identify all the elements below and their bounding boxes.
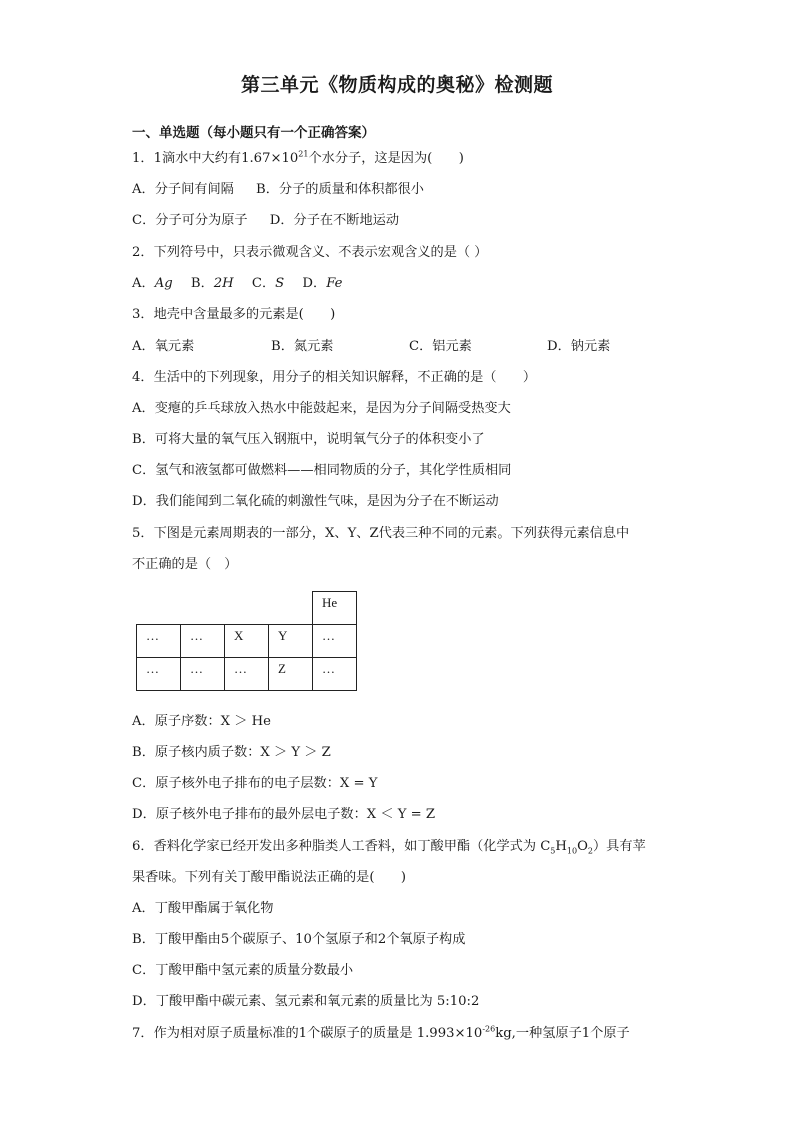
q6-option-b: B．丁酸甲酯由5个碳原子、10个氢原子和2个氧原子构成 [132, 932, 466, 947]
q1-option-d: D．分子在不断地运动 [269, 213, 400, 228]
q5-option-c: C．原子核外电子排布的电子层数：X = Y [132, 776, 378, 791]
q4-option-a: A．变瘪的乒乓球放入热水中能鼓起来，是因为分子间隔受热变大 [132, 401, 511, 416]
q3-option-b: B．氮元素 [271, 339, 334, 354]
q6-option-c: C．丁酸甲酯中氢元素的质量分数最小 [132, 963, 354, 978]
q5-option-d: D．原子核外电子排布的最外层电子数：X ＜ Y = Z [132, 807, 436, 822]
section-heading: 一、单选题（每小题只有一个正确答案） [132, 125, 375, 141]
periodic-table-top-row [137, 592, 357, 625]
q1-option-c: C．分子可分为原子 [132, 213, 248, 228]
periodic-cell-y: Y [269, 625, 313, 658]
periodic-table-fragment [136, 591, 357, 691]
q2-option-a: A．Ag [132, 276, 173, 291]
periodic-cell: … [313, 658, 357, 691]
periodic-cell: … [313, 625, 357, 658]
question-3-stem: 3．地壳中含量最多的元素是( ) [132, 307, 336, 322]
periodic-cell: … [181, 625, 225, 658]
question-6-stem-line-1: 6．香料化学家已经开发出多种脂类人工香料，如丁酸甲酯（化学式为 $C_5H_{10}O_2$）具有苹 [132, 839, 646, 856]
periodic-cell-x: X [225, 625, 269, 658]
question-5-stem-line-1: 5．下图是元素周期表的一部分，X、Y、Z代表三种不同的元素。下列获得元素信息中 [132, 526, 630, 541]
question-1-stem: 1．1滴水中大约有$1.67\times 10^{21}$个水分子，这是因为( ) [132, 149, 464, 166]
periodic-cell: … [181, 658, 225, 691]
question-1-options-row-1 [132, 181, 424, 199]
periodic-cell-z: Z [269, 658, 313, 691]
q4-option-d: D．我们能闻到二氧化硫的刺激性气味，是因为分子在不断运动 [132, 494, 499, 509]
question-1-options-row-2 [132, 212, 399, 230]
periodic-cell-he: He [313, 592, 357, 625]
question-7-stem: 7．作为相对原子质量标准的1个碳原子的质量是 $1.993\times 10^{-26}kg$,一种氢原子1个原子 [132, 1024, 630, 1041]
periodic-table-row-2 [137, 658, 357, 691]
q2-option-b: B．2H [190, 276, 234, 291]
periodic-cell: … [225, 658, 269, 691]
question-5-stem-line-2: 不正确的是（ ） [132, 557, 238, 572]
q3-option-a: A．氧元素 [132, 339, 195, 354]
q4-option-b: B．可将大量的氧气压入钢瓶中，说明氧气分子的体积变小了 [132, 432, 485, 447]
q5-option-b: B．原子核内质子数：X ＞ Y ＞ Z [132, 745, 331, 760]
periodic-cell: … [137, 625, 181, 658]
q3-option-c: C．铝元素 [409, 339, 472, 354]
q1-option-b: B．分子的质量和体积都很小 [256, 182, 424, 197]
question-2-options [132, 275, 342, 293]
periodic-cell: … [137, 658, 181, 691]
q2-option-c: C．S [251, 276, 285, 291]
question-4-stem: 4．生活中的下列现象，用分子的相关知识解释，不正确的是（ ） [132, 370, 537, 385]
question-2-stem: 2．下列符号中，只表示微观含义、不表示宏观含义的是（ ） [132, 245, 488, 260]
q4-option-c: C．氢气和液氢都可做燃料——相同物质的分子，其化学性质相同 [132, 463, 512, 478]
q2-option-d: D．Fe [302, 276, 343, 291]
q1-option-a: A．分子间有间隔 [132, 182, 234, 197]
q6-option-d: D．丁酸甲酯中碳元素、氢元素和氧元素的质量比为 5:10:2 [132, 994, 480, 1009]
page-title: 第三单元《物质构成的奥秘》检测题 [240, 74, 553, 96]
periodic-table-row-1 [137, 625, 357, 658]
q6-option-a: A．丁酸甲酯属于氧化物 [132, 901, 274, 916]
question-6-stem-line-2: 果香味。下列有关丁酸甲酯说法正确的是( ) [132, 870, 407, 885]
q3-option-d: D．钠元素 [547, 339, 611, 354]
q5-option-a: A．原子序数：X ＞ He [132, 714, 271, 729]
